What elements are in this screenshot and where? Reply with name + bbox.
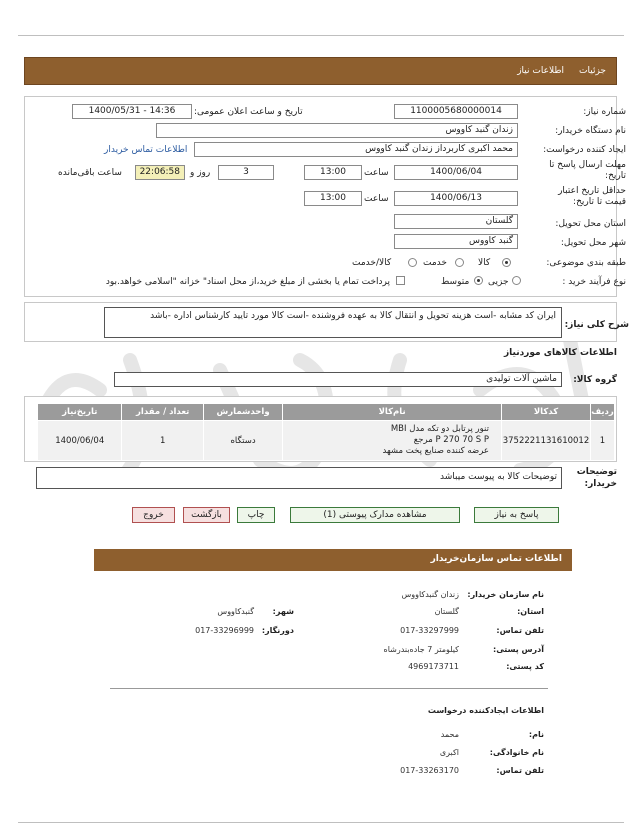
contact-province-value: گلستان [434,607,459,616]
process-minor-radio[interactable] [512,276,521,285]
category-label: طبقه بندی موضوعی: [546,258,626,268]
buyer-contact-link[interactable]: اطلاعات تماس خریدار [104,145,188,155]
attachments-button[interactable]: مشاهده مدارک پیوستی (1) [290,507,460,523]
category-goods-label: کالا [478,258,491,268]
contact-phone-label: تلفن تماس: [496,626,544,635]
contact-org-value: زندان گنبدکاووس [401,590,459,599]
buyer-org-field: زندان گنبد کاووس [156,123,518,138]
cell-qty: 1 [122,421,203,461]
goods-group-label: گروه کالا: [573,375,617,385]
goods-group-field: ماشین آلات تولیدی [114,372,562,387]
contact-city-label: شهر: [272,607,294,616]
reply-time-field: 13:00 [304,165,362,180]
tab-details[interactable]: جزئیات [579,66,606,76]
announce-field: 1400/05/31 - 14:36 [72,104,192,119]
process-medium-label: متوسط [441,277,470,287]
col-code: کدکالا [501,404,590,421]
reply-time-label: ساعت [364,168,389,178]
back-button[interactable]: بازگشت [183,507,230,523]
summary-text: ایران کد مشابه -است هزینه تحویل و انتقال کالا به عهده فروشنده -است کالا مورد تایید کارشناس اداره -باشد [104,307,562,338]
print-button[interactable]: چاپ [237,507,275,523]
category-service-radio[interactable] [455,258,464,267]
reply-date-field: 1400/06/04 [394,165,518,180]
province-label: استان محل تحویل: [555,219,626,229]
top-divider [18,35,624,36]
contact-postal-value: 4969173711 [408,662,459,671]
creator-last-name-value: اکبری [439,748,459,757]
price-validity-label: حداقل تاریخ اعتبار قیمت تا تاریخ: [558,186,626,207]
creator-phone-value: 017-33263170 [400,766,459,775]
buyer-notes-field: توضیحات کالا به پیوست میباشد [36,467,562,489]
cell-name-line: تنور پرتابل دو تکه مدل MBI [390,424,489,434]
days-field: 3 [218,165,274,180]
announce-label: تاریخ و ساعت اعلان عمومی: [194,107,303,117]
buyer-org-label: نام دستگاه خریدار: [555,126,626,136]
reply-deadline-label: مهلت ارسال پاسخ تا تاریخ: [549,160,626,181]
bottom-divider [18,822,624,823]
creator-first-name-value: محمد [440,730,459,739]
exit-button[interactable]: خروج [132,507,175,523]
validity-time-label: ساعت [364,194,389,204]
contact-postal-label: کد پستی: [506,662,544,671]
cell-name-line: P 270 70 S P مرجع [413,435,489,445]
category-service-label: خدمت [423,258,447,268]
buyer-notes-label: توضیحات خریدار: [576,467,617,489]
cell-name-line: عرضه کننده صنایع پخت مشهد [382,446,489,456]
contact-fax-value: 017-33296999 [195,626,254,635]
summary-label: شرح کلی نیاز: [564,320,629,330]
contact-address-value: کیلومتر 7 جاده‌بندرشاه [383,645,459,654]
col-row: ردیف [591,404,615,421]
page-header [24,57,617,85]
remaining-time-field: 22:06:58 [135,165,185,180]
goods-table [37,403,615,461]
city-field: گنبد کاووس [394,234,518,249]
process-medium-radio[interactable] [474,276,483,285]
cell-code: 3752221131610012 [501,421,590,461]
goods-table-header [38,404,615,421]
need-number-label: شماره نیاز: [583,107,626,117]
contact-org-label: نام سازمان خریدار: [467,590,544,599]
col-name: نام‌کالا [283,404,502,421]
col-qty: تعداد / مقدار [122,404,203,421]
table-row [38,421,615,461]
contact-province-label: استان: [517,607,544,616]
category-goods-radio[interactable] [502,258,511,267]
contact-address-label: آدرس پستی: [493,645,544,654]
tab-need-info[interactable]: اطلاعات نیاز [517,66,564,76]
cell-unit: دستگاه [203,421,282,461]
creator-info-header: اطلاعات ایجادکننده درخواست [427,706,544,715]
city-label: شهر محل تحویل: [560,238,626,248]
reply-button[interactable]: پاسخ به نیاز [474,507,559,523]
process-minor-label: جزیی [488,277,509,287]
cell-date: 1400/06/04 [38,421,122,461]
col-date: تاریخ‌نیاز [38,404,122,421]
cell-name [283,421,502,461]
treasury-payment-checkbox[interactable] [396,276,405,285]
contact-header-title: اطلاعات تماس سازمان‌خریدار [430,554,562,564]
col-unit: واحدشمارش [203,404,282,421]
validity-time-field: 13:00 [304,191,362,206]
contact-fax-label: دورنگار: [261,626,294,635]
treasury-payment-note: پرداخت تمام یا بخشی از مبلغ خرید،از محل اسناد" خزانه "اسلامی خواهد.بود [105,277,390,287]
creator-last-name-label: نام خانوادگی: [489,748,544,757]
category-goods-service-label: کالا/خدمت [352,258,392,268]
creator-phone-label: تلفن تماس: [496,766,544,775]
contact-city-value: گنبدکاووس [217,607,254,616]
province-field: گلستان [394,214,518,229]
creator-label: ایجاد کننده درخواست: [543,145,626,155]
cell-row: 1 [591,421,615,461]
contact-divider [110,688,548,689]
contact-header [94,549,572,571]
contact-phone-value: 017-33297999 [400,626,459,635]
days-label: روز و [190,168,211,178]
validity-date-field: 1400/06/13 [394,191,518,206]
goods-section-title: اطلاعات کالاهای موردنیاز [503,348,617,358]
creator-field: محمد اکبری کاربرداز زندان گنبد کاووس [194,142,518,157]
remaining-label: ساعت باقی‌مانده [58,168,122,178]
creator-first-name-label: نام: [528,730,544,739]
process-label: نوع فرآیند خرید : [562,277,626,287]
need-number-field: 1100005680000014 [394,104,518,119]
category-goods-service-radio[interactable] [408,258,417,267]
